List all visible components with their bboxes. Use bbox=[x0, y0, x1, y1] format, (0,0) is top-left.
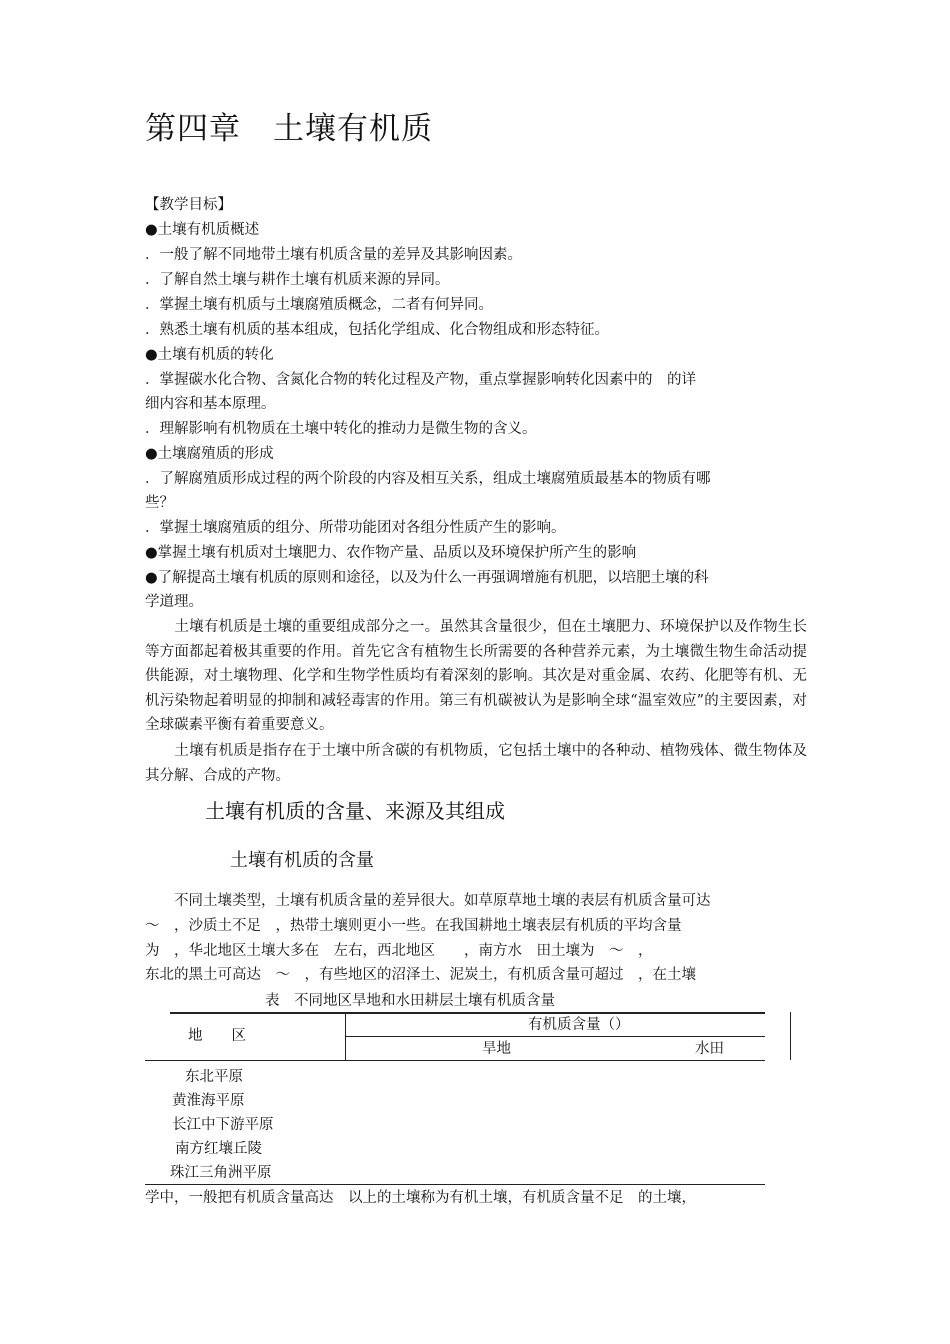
objective-item: 细内容和基本原理。 bbox=[145, 396, 276, 412]
chapter-title: 第四章 土壤有机质 bbox=[145, 111, 433, 147]
table-header-paddy: 水田 bbox=[695, 1041, 724, 1057]
content-line: 为 ，华北地区土壤大多在 左右，西北地区 ，南方水 田土壤为 ～ ， bbox=[145, 943, 653, 959]
table-row: 东北平原 bbox=[185, 1069, 243, 1085]
objective-item: ．掌握土壤有机质与土壤腐殖质概念，二者有何异同。 bbox=[145, 297, 493, 313]
objective-item: ．熟悉土壤有机质的基本组成，包括化学组成、化合物组成和形态特征。 bbox=[145, 322, 609, 338]
closing-line: 学中，一般把有机质含量高达 以上的土壤称为有机土壤，有机质含量不足 的土壤， bbox=[145, 1190, 696, 1206]
content-line: 东北的黑土可高达 ～ ，有些地区的沼泽土、泥炭土，有机质含量可超过 ，在土壤 bbox=[145, 967, 696, 983]
objective-item: ．理解影响有机物质在土壤中转化的推动力是微生物的含义。 bbox=[145, 421, 537, 437]
section-heading-overview: ●土壤有机质概述 bbox=[145, 222, 260, 238]
objective-item: ．一般了解不同地带土壤有机质含量的差异及其影响因素。 bbox=[145, 247, 522, 263]
table-row: 黄淮海平原 bbox=[172, 1093, 245, 1109]
table-col-divider bbox=[345, 1012, 346, 1060]
table-header-organic-matter: 有机质含量（） bbox=[528, 1017, 630, 1033]
table-row: 长江中下游平原 bbox=[172, 1117, 274, 1133]
objectives-heading: 【教学目标】 bbox=[145, 197, 232, 213]
section-title: 土壤有机质的含量、来源及其组成 bbox=[205, 799, 505, 823]
bullet-ways: ●了解提高土壤有机质的原则和途径，以及为什么一再强调增施有机肥，以培肥土壤的科 bbox=[145, 570, 709, 586]
table-row: 南方红壤丘陵 bbox=[175, 1141, 262, 1157]
subsection-title: 土壤有机质的含量 bbox=[230, 850, 374, 871]
objective-item: ．掌握土壤腐殖质的组分、所带功能团对各组分性质产生的影响。 bbox=[145, 520, 566, 536]
table-top-border bbox=[170, 1012, 765, 1014]
section-heading-transformation: ●土壤有机质的转化 bbox=[145, 347, 274, 363]
bullet-ways-cont: 学道理。 bbox=[145, 594, 203, 610]
objective-item: ．掌握碳水化合物、含氮化合物的转化过程及产物，重点掌握影响转化因素中的 的详 bbox=[145, 372, 696, 388]
objective-item: ．了解腐殖质形成过程的两个阶段的内容及相互关系，组成土壤腐殖质最基本的物质有哪 bbox=[145, 471, 711, 487]
bullet-influence: ●掌握土壤有机质对土壤肥力、农作物产量、品质以及环境保护所产生的影响 bbox=[145, 545, 637, 561]
definition-paragraph: 土壤有机质是指存在于土壤中所含碳的有机物质，它包括土壤中的各种动、植物残体、微生物体及其分解、合成的产物。 bbox=[145, 743, 807, 784]
section-heading-humus: ●土壤腐殖质的形成 bbox=[145, 446, 274, 462]
intro-paragraph: 土壤有机质是土壤的重要组成部分之一。虽然其含量很少，但在土壤肥力、环境保护以及作物生长等方面都起着极其重要的作用。首先它含有植物生长所需要的各种营养元素，为土壤微生物生命活动提供能源，对土壤物理、化学和生物学性质均有着深刻的影响。其次是对重金属、农药、化肥等有机、无机污染物起着明显的抑制和减轻毒害的作用。第三有机碳被认为是影响全球“温室效应”的主要因素，对全球碳素平衡有着重要意义。 bbox=[145, 619, 807, 733]
content-line: ～ ，沙质土不足 ，热带土壤则更小一些。在我国耕地土壤表层有机质的平均含量 bbox=[145, 918, 682, 934]
table-bottom-border bbox=[145, 1184, 765, 1185]
content-line: 不同土壤类型，土壤有机质含量的差异很大。如草原草地土壤的表层有机质含量可达 bbox=[145, 893, 711, 909]
table-header-region: 地 区 bbox=[188, 1028, 246, 1044]
table-caption: 表 不同地区旱地和水田耕层土壤有机质含量 bbox=[265, 993, 555, 1009]
table-row: 珠江三角洲平原 bbox=[170, 1165, 272, 1181]
table-header-dryland: 旱地 bbox=[482, 1041, 511, 1057]
objective-item: ．了解自然土壤与耕作土壤有机质来源的异同。 bbox=[145, 272, 450, 288]
table-right-border bbox=[790, 1012, 791, 1060]
table-header-bottom bbox=[145, 1060, 765, 1061]
objective-item: 些？ bbox=[145, 495, 174, 511]
